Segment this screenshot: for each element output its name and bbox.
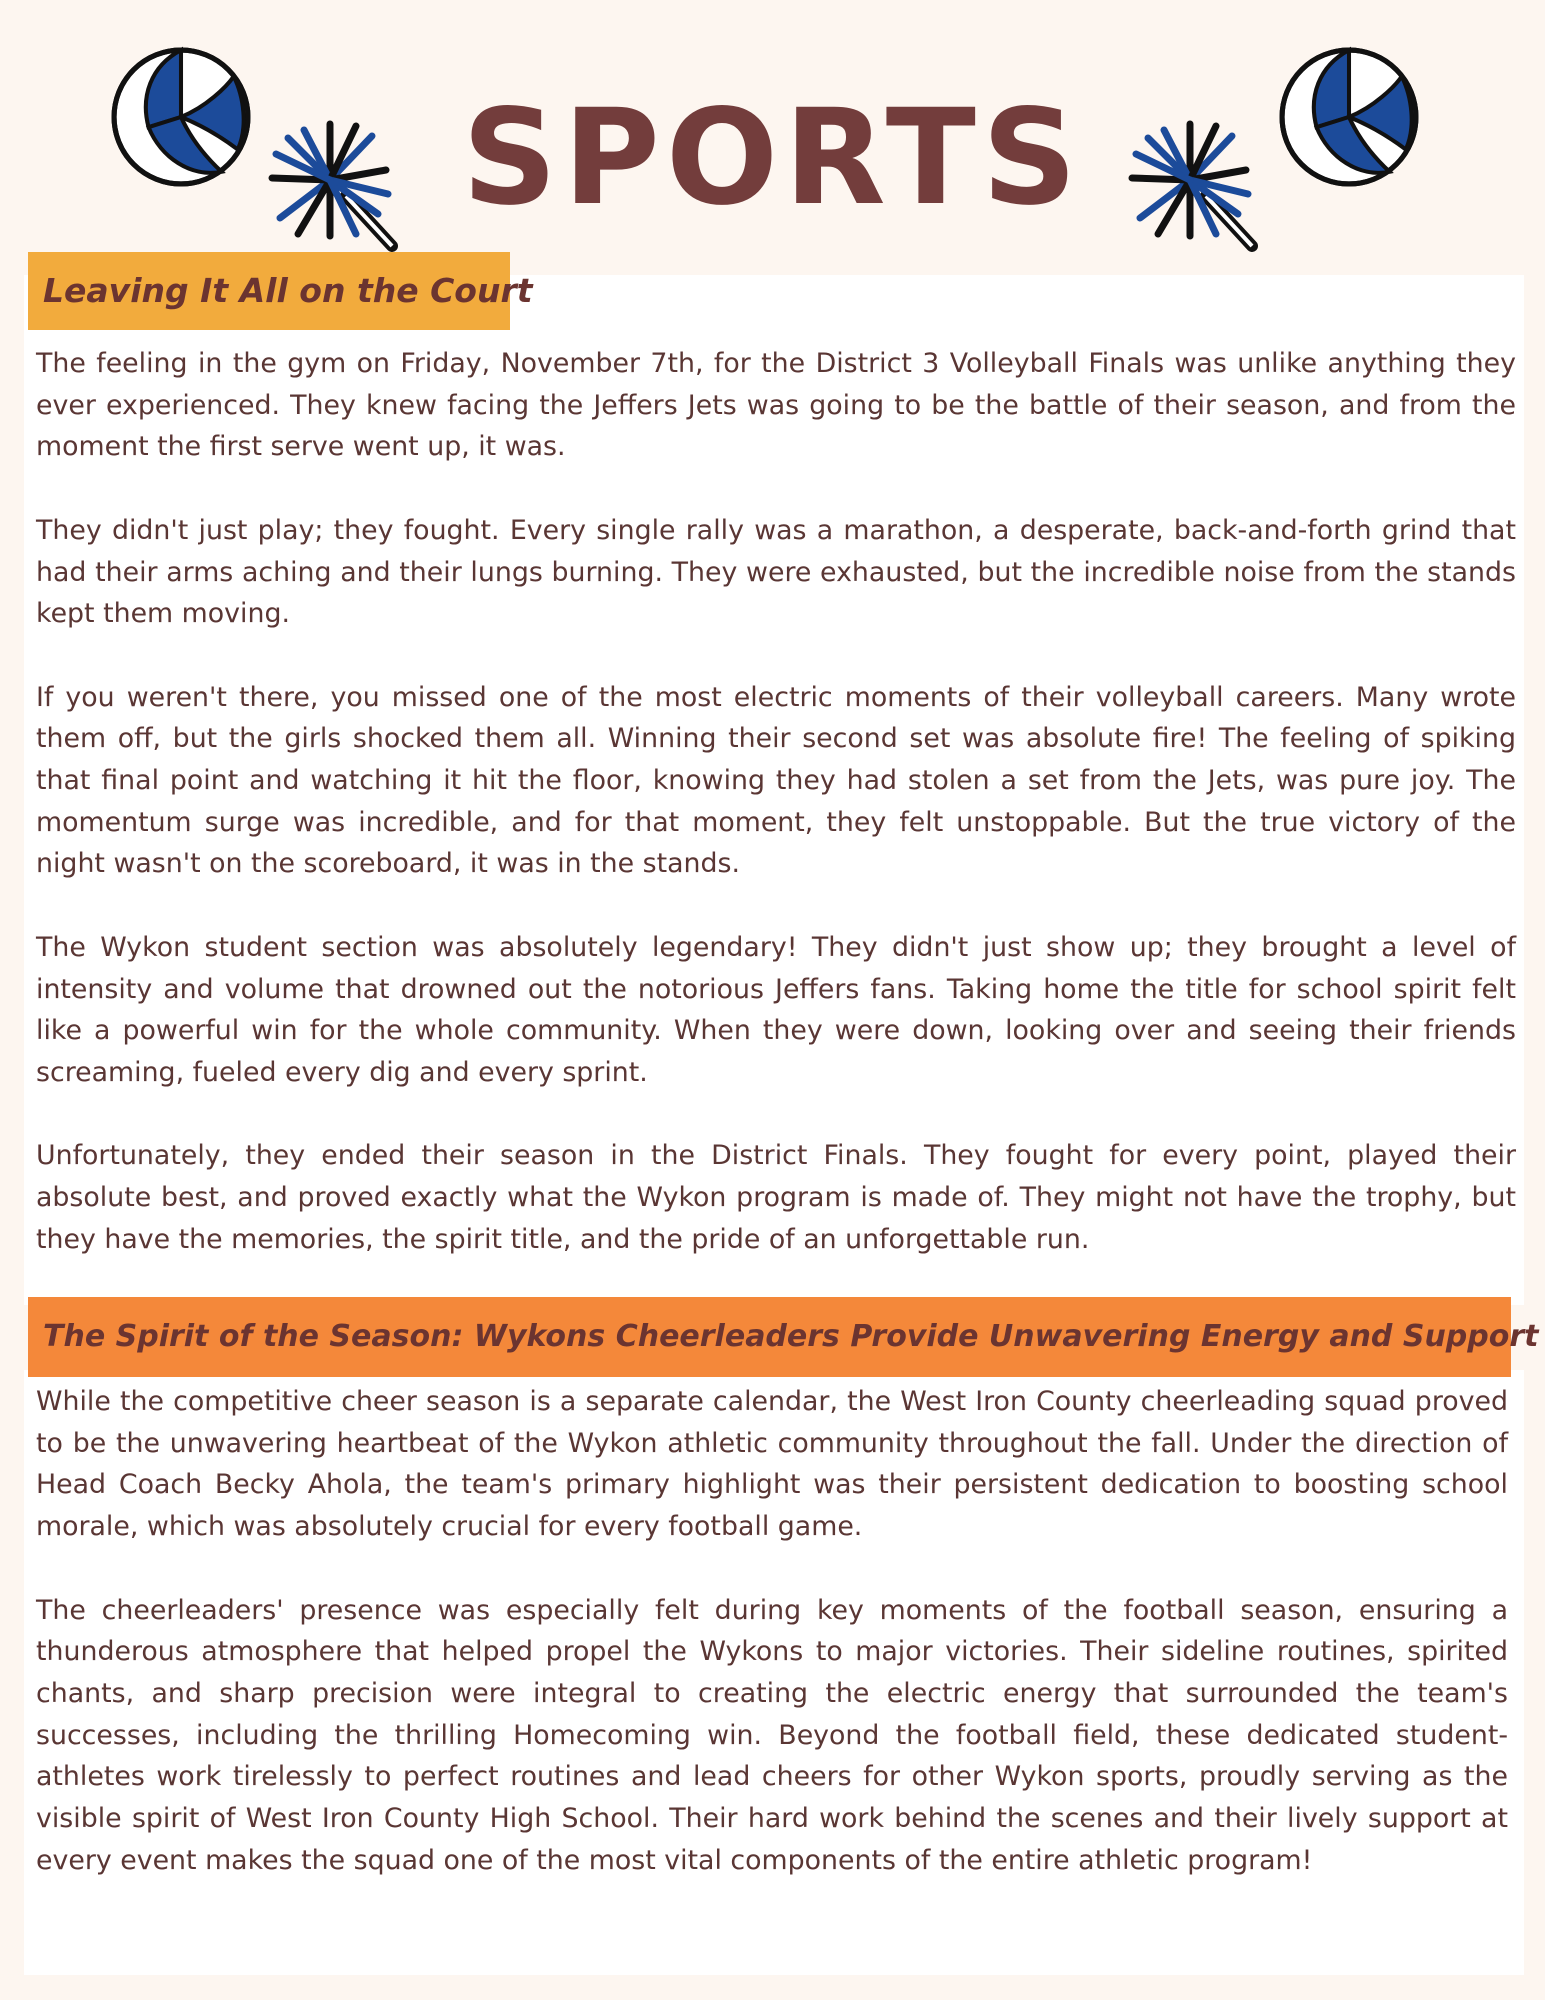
article-2-body [36,1381,1508,1881]
article-1-paragraph: The Wykon student section was absolutely legendary! They didn't just show up; they brought a level of intensity and volume that drowned out the notorious Jeffers fans. Taking home the title for school spirit felt like a powerful win for the whole community. When they were down, looking over and seeing their friends screaming, fueled every dig and every sprint. [36,931,1516,1088]
article-1-paragraph: If you weren't there, you missed one of the most electric moments of their volleyball careers. Many wrote them off, but the girls shocked them all. Winning their second set was absolute fire! The feeling of spiking that final point and watching it hit the floor, knowing they had stolen a set from the Jets, was pure joy. The momentum surge was incredible, and for that moment, they felt unstoppable. But the true victory of the night wasn't on the scoreboard, it was in the stands. [36,681,1516,880]
article-1-body [36,343,1516,1260]
article-2-paragraph: While the competitive cheer season is a separate calendar, the West Iron County cheerleading squad proved to be the unwavering heartbeat of the Wykon athletic community throughout the fall. Under the direction of Head Coach Becky Ahola, the team's primary highlight was their persistent dedication to boosting school morale, which was absolutely crucial for every football game. [36,1386,1508,1543]
article-2-heading: The Spirit of the Season: Wykons Cheerleaders Provide Unwavering Energy and Support [28,1297,1511,1377]
article-1-paragraph: Unfortunately, they ended their season in the District Finals. They fought for every point, played their absolute best, and proved exactly what the Wykon program is made of. They might not have the trophy, but they have the memories, the spirit title, and the pride of an unforgettable run. [36,1140,1516,1255]
article-1-paragraph: They didn't just play; they fought. Every single rally was a marathon, a desperate, back-and-forth grind that had their arms aching and their lungs burning. They were exhausted, but the incredible noise from the stands kept them moving. [36,514,1516,630]
pom-pom-icon [1128,118,1268,252]
page-header [0,0,1545,260]
article-1-paragraph: The feeling in the gym on Friday, November 7th, for the District 3 Volleyball Finals was unlike anything they ever experienced. They knew facing the Jeffers Jets was going to be the battle of their season, and from the moment the first serve went up, it was. [36,348,1516,463]
volleyball-icon [1278,46,1420,188]
article-1-heading: Leaving It All on the Court [28,252,510,330]
page-title: SPORTS [462,81,1083,235]
article-2-paragraph: The cheerleaders' presence was especially felt during key moments of the football season, ensuring a thunderous atmosphere that helped propel the Wykons to major victories. Their sideline routines, spirited chants, and sharp precision were integral to creating the electric energy that surrounded the team's successes, including the thrilling Homecoming win. Beyond the football field, these dedicated student-athletes work tirelessly to perfect routines and lead cheers for other Wykon sports, proudly serving as the visible spirit of West Iron County High School. Their hard work behind the scenes and their lively support at every event makes the squad one of the most vital components of the entire athletic program! [36,1594,1508,1876]
